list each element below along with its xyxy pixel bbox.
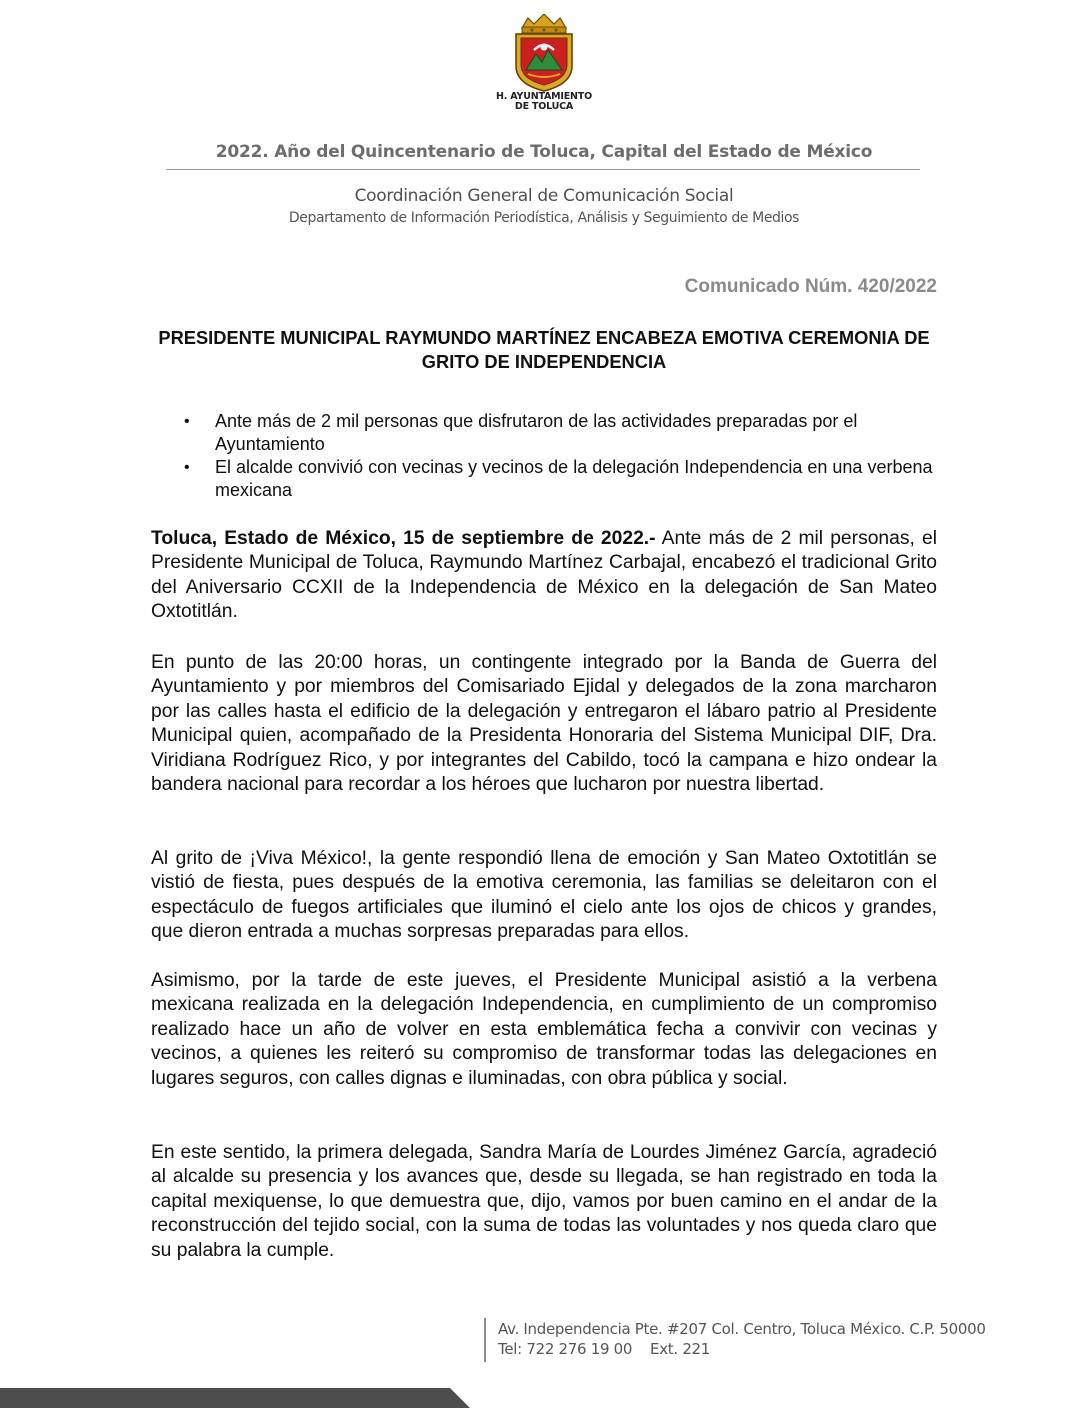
bullet-text: Ante más de 2 mil personas que disfrutaron de las actividades preparadas por el Ayuntamiento — [215, 411, 858, 454]
bullet-icon: • — [184, 413, 190, 430]
body-paragraph-1 — [151, 527, 937, 625]
coordination-title: Coordinación General de Comunicación Social — [354, 186, 734, 206]
paragraph-text: En punto de las 20:00 horas, un contingente integrado por la Banda de Guerra del Ayuntamiento y por miembros del Comisariado Ejidal y delegados de la zona marcharon por las calles hasta el edificio de la delegación y entregaron el lábaro patrio al Presidente Municipal quien, acompañado de la Presidenta Honoraria del Sistema Municipal DIF, Dra. Viridiana Rodríguez Rico, y por integrantes del Cabildo, tocó la campana e hizo ondear la bandera nacional para recordar a los héroes que lucharon por nuestra libertad. — [151, 652, 937, 796]
body-paragraph-5 — [151, 1141, 937, 1263]
dateline: Toluca, Estado de México, 15 de septiembre de 2022.- — [151, 528, 656, 549]
bullet-icon: • — [184, 459, 190, 476]
paragraph-text: Ante más de 2 mil personas, el Presidente Municipal de Toluca, Raymundo Martínez Carbajal, encabezó el tradicional Grito del Aniversario CCXII de la Independencia de México en la delegación de San Mateo Oxtotitlán. — [151, 528, 938, 623]
headline: PRESIDENTE MUNICIPAL RAYMUNDO MARTÍNEZ ENCABEZA EMOTIVA CEREMONIA DE GRITO DE INDEPENDENCIA — [158, 327, 930, 372]
coat-of-arms-icon — [508, 14, 580, 92]
year-banner: 2022. Año del Quincentenario de Toluca, Capital del Estado de México — [215, 142, 873, 162]
list-item — [150, 410, 938, 456]
logo-caption-line2: DE TOLUCA — [514, 101, 574, 112]
department-subtitle: Departamento de Información Periodística, Análisis y Seguimiento de Medios — [288, 210, 800, 226]
body-paragraph-4 — [151, 969, 937, 1091]
toluca-coat-of-arms-logo — [488, 14, 600, 120]
body-paragraph-2 — [151, 651, 937, 797]
summary-bullets — [150, 410, 938, 502]
header-divider — [166, 169, 920, 170]
footer-phone: Tel: 722 276 19 00 Ext. 221 — [498, 1340, 711, 1358]
paragraph-text: En este sentido, la primera delegada, Sandra María de Lourdes Jiménez García, agradeció al alcalde su presencia y los avances que, desde su llegada, se han registrado en toda la capital mexiquense, lo que demuestra que, dijo, vamos por buen camino en el andar de la reconstrucción del tejido social, con la suma de todas las voluntades y nos queda claro que su palabra la cumple. — [151, 1142, 937, 1261]
body-paragraph-3 — [151, 847, 937, 945]
bullet-text: El alcalde convivió con vecinas y vecinos de la delegación Independencia en una verbena mexicana — [215, 457, 933, 500]
paragraph-text: Al grito de ¡Viva México!, la gente respondió llena de emoción y San Mateo Oxtotitlán se vistió de fiesta, pues después de la emotiva ceremonia, las familias se deleitaron con el espectáculo de fuegos artificiales que iluminó el cielo ante los ojos de chicos y grandes, que dieron entrada a muchas sorpresas preparadas para ellos. — [151, 848, 937, 943]
comunicado-number: Comunicado Núm. 420/2022 — [684, 276, 937, 297]
paragraph-text: Asimismo, por la tarde de este jueves, el Presidente Municipal asistió a la verbena mexicana realizada en la delegación Independencia, en cumplimiento de un compromiso realizado hace un año de volver en esta emblemática fecha a convivir con vecinas y vecinos, a quienes les reiteró su compromiso de transformar todas las delegaciones en lugares seguros, con calles dignas e iluminadas, con obra pública y social. — [151, 970, 937, 1089]
bottom-decorative-band — [0, 1388, 470, 1408]
footer-address: Av. Independencia Pte. #207 Col. Centro, Toluca México. C.P. 50000 — [498, 1320, 986, 1338]
footer-divider — [484, 1318, 486, 1362]
list-item — [150, 456, 938, 502]
logo-caption-line1: H. AYUNTAMIENTO — [496, 91, 592, 102]
